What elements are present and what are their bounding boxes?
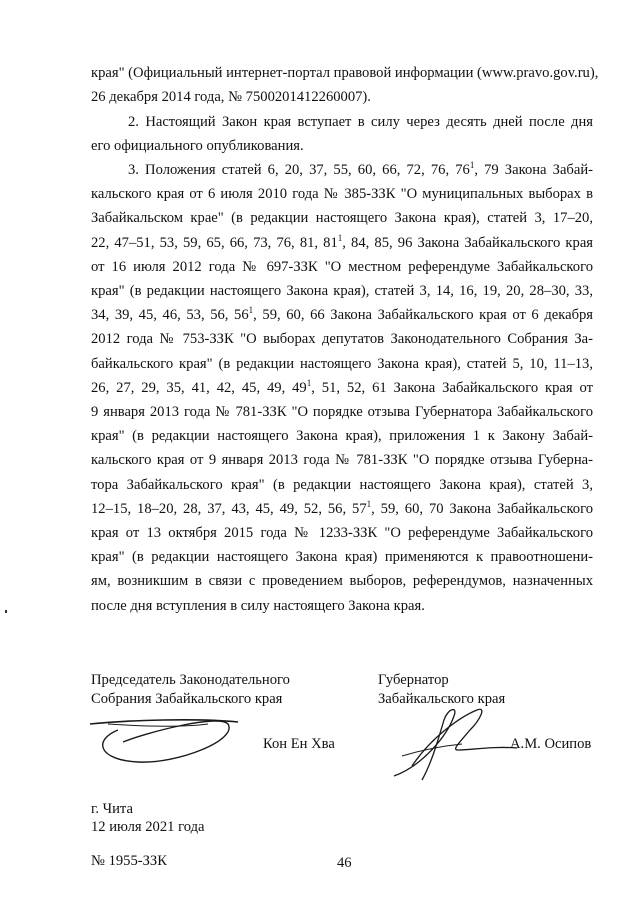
text-segment: , 51, 52, 61 Закона Забайкальского края от xyxy=(311,379,593,396)
text-segment: Забайкальском крае" (в редакции настоящего Закона края), статей 3, 17–20, xyxy=(91,210,593,227)
text-segment: 12–15, 18–20, 28, 37, 43, 45, 49, 52, 56, 57 xyxy=(91,500,367,517)
text-line xyxy=(91,424,593,448)
text-line xyxy=(91,497,593,521)
signing-place: г. Чита xyxy=(91,801,133,817)
text-line xyxy=(91,279,593,303)
text-segment: , 79 Закона Забай- xyxy=(474,162,594,178)
right-title-line: Забайкальского края xyxy=(378,691,506,707)
text-segment: байкальского края" (в редакции настоящего Закона края), статей 5, 10, 11–13, xyxy=(91,355,593,372)
text-line xyxy=(91,400,593,424)
left-title-line: Председатель Законодательного xyxy=(91,672,290,688)
text-line: 2. Настоящий Закон края вступает в силу через десять дней после дня xyxy=(128,114,593,130)
text-line xyxy=(91,473,593,497)
left-signatory-name: Кон Ен Хва xyxy=(263,736,335,752)
superscript-article-index: 1 xyxy=(469,160,475,170)
text-line xyxy=(91,158,593,182)
text-segment: от 16 июля 2012 года № 697-ЗЗК "О местном референдуме Забайкальского xyxy=(91,258,593,275)
text-line: его официального опубликования. xyxy=(91,138,304,155)
text-segment: 3. Положения статей 6, 20, 37, 55, 60, 66, 72, 76, 76 xyxy=(128,162,470,178)
text-segment: 26, 27, 29, 35, 41, 42, 45, 49, 49 xyxy=(91,379,307,396)
text-segment: 9 января 2013 года № 781-ЗЗК "О порядке отзыва Губернатора Забайкальского xyxy=(91,404,593,421)
paragraph-entry-into-force xyxy=(91,110,593,158)
text-segment: , 84, 85, 96 Закона Забайкальского края xyxy=(342,234,594,251)
text-line xyxy=(91,231,593,255)
text-segment: , 59, 60, 70 Закона Забайкальского xyxy=(371,500,594,517)
text-segment: 34, 39, 45, 46, 53, 56, 56 xyxy=(91,307,249,324)
scan-mark xyxy=(5,610,7,613)
text-segment: края" (в редакции настоящего Закона края), приложения 1 к Закону Забай- xyxy=(91,428,593,445)
text-line xyxy=(91,569,593,593)
paragraph-publication-reference xyxy=(91,61,599,109)
text-line xyxy=(91,448,593,472)
text-line xyxy=(91,594,593,618)
left-handwritten-signature xyxy=(88,712,248,772)
superscript-article-index: 1 xyxy=(306,377,312,388)
text-segment: ям, возникшим в связи с проведением выборов, референдумов, назначенных xyxy=(91,573,593,590)
right-title-line: Губернатор xyxy=(378,672,449,688)
right-signatory-name: А.М. Осипов xyxy=(510,736,592,752)
text-segment: тора Забайкальского края" (в редакции настоящего Закона края), статей 3, xyxy=(91,476,593,493)
text-segment: края" (в редакции настоящего Закона края), статей 3, 14, 16, 19, 20, 28–30, 33, xyxy=(91,283,593,300)
right-signatory-title xyxy=(378,671,505,709)
text-line xyxy=(91,182,593,206)
text-line xyxy=(91,521,593,545)
text-segment: кальского края от 9 января 2013 года № 781-ЗЗК "О порядке отзыва Губерна- xyxy=(91,452,593,469)
text-line xyxy=(91,376,593,400)
text-line xyxy=(91,255,593,279)
text-segment: , 59, 60, 66 Закона Забайкальского края от 6 декабря xyxy=(253,307,594,324)
text-segment: 22, 47–51, 53, 59, 65, 66, 73, 76, 81, 81 xyxy=(91,234,338,251)
text-segment: края от 13 октября 2015 года № 1233-ЗЗК "О референдуме Забайкальского xyxy=(91,525,593,542)
superscript-article-index: 1 xyxy=(337,232,343,243)
text-line xyxy=(91,303,593,327)
text-line xyxy=(91,206,593,230)
law-number: № 1955-ЗЗК xyxy=(91,853,167,869)
superscript-article-index: 1 xyxy=(366,498,372,509)
text-line xyxy=(91,352,593,376)
superscript-article-index: 1 xyxy=(248,305,254,316)
paragraph-application-provisions xyxy=(91,158,593,618)
text-segment: после дня вступления в силу настоящего Закона края. xyxy=(91,597,425,614)
text-line xyxy=(91,327,593,351)
page-number: 46 xyxy=(337,855,352,871)
text-segment: края" (в редакции настоящего Закона края) применяются к правоотношени- xyxy=(91,549,593,566)
text-segment: кальского края от 6 июля 2010 года № 385-ЗЗК "О муниципальных выборах в xyxy=(91,186,593,203)
text-segment: 2012 года № 753-ЗЗК "О выборах депутатов Законодательного Собрания За- xyxy=(91,331,593,348)
text-line xyxy=(91,545,593,569)
left-title-line: Собрания Забайкальского края xyxy=(91,691,283,707)
text-line: края" (Официальный интернет-портал правовой информации (www.pravo.gov.ru), xyxy=(91,65,599,81)
right-handwritten-signature xyxy=(392,706,522,786)
text-line: 26 декабря 2014 года, № 7500201412260007). xyxy=(91,89,371,106)
signing-date: 12 июля 2021 года xyxy=(91,819,205,835)
left-signatory-title xyxy=(91,671,290,709)
